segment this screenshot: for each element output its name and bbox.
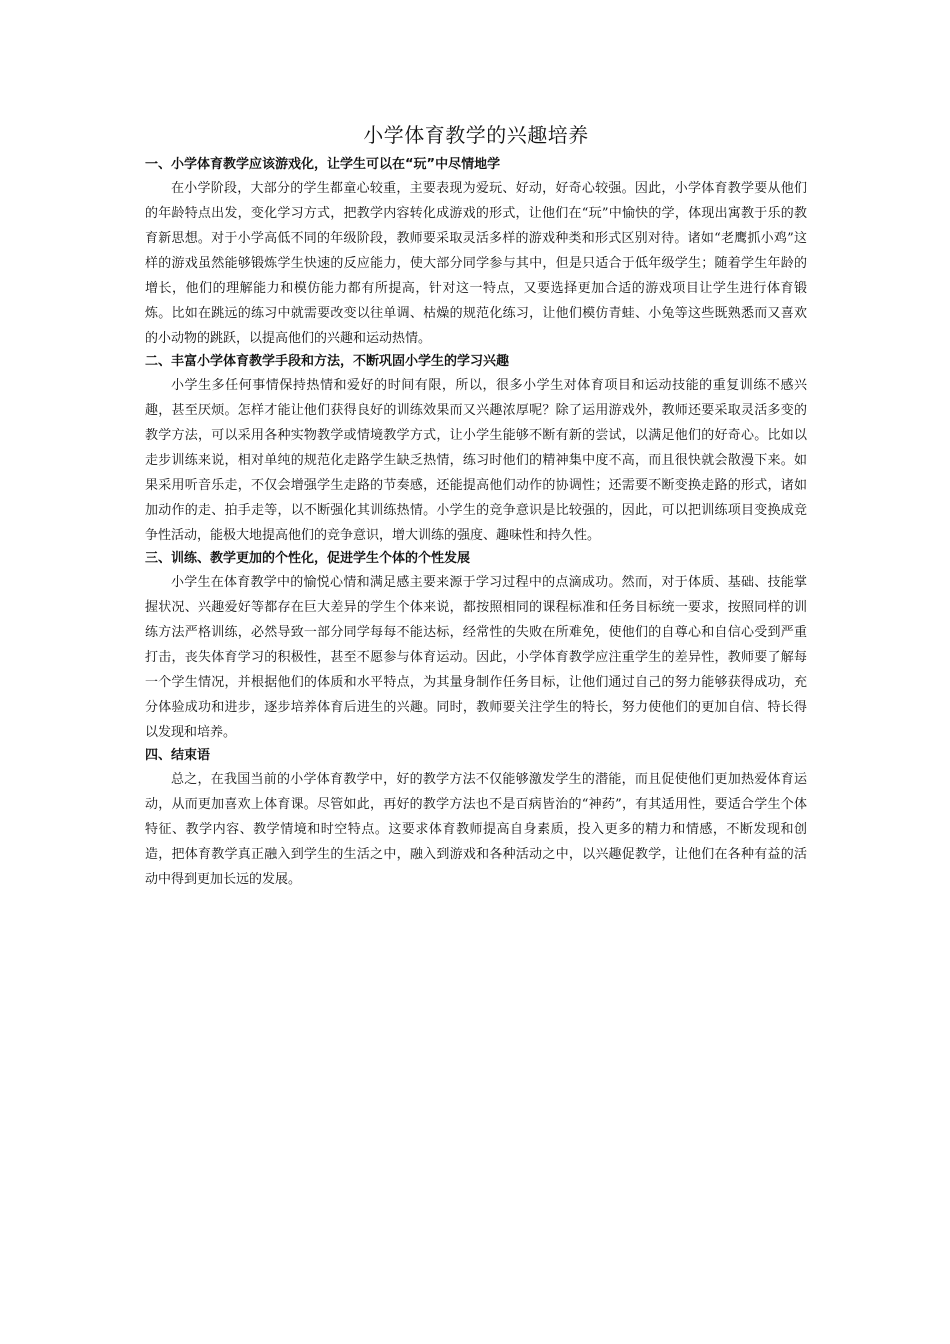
section-3 xyxy=(145,548,807,745)
section-4 xyxy=(145,745,807,892)
section-heading: 四、结束语 xyxy=(145,748,211,763)
section-paragraph: 小学生多任何事情保持热情和爱好的时间有限，所以，很多小学生对体育项目和运动技能的重复训练不感兴趣，甚至厌烦。怎样才能让他们获得良好的训练效果而又兴趣浓厚呢？除了运用游戏外，教师还要采取灵活多变的教学方法，可以采用各种实物教学或情境教学方式，让小学生能够不断有新的尝试，以满足他们的好奇心。比如以走步训练来说，相对单纯的规范化走路学生缺乏热情，练习时他们的精神集中度不高，而且很快就会散漫下来。如果采用听音乐走，不仅会增强学生走路的节奏感，还能提高他们动作的协调性；还需要不断变换走路的形式，诸如加动作的走、拍手走等，以不断强化其训练热情。小学生的竞争意识是比较强的，因此，可以把训练项目变换成竞争性活动，能极大地提高他们的竞争意识，增大训练的强度、趣味性和持久性。 xyxy=(145,378,807,543)
section-2 xyxy=(145,351,807,548)
section-heading: 三、训练、教学更加的个性化，促进学生个体的个性发展 xyxy=(145,551,471,566)
section-1 xyxy=(145,154,807,351)
document-page xyxy=(145,118,807,892)
section-heading: 一、小学体育教学应该游戏化，让学生可以在“玩”中尽情地学 xyxy=(145,157,501,172)
section-paragraph: 在小学阶段，大部分的学生都童心较重，主要表现为爱玩、好动，好奇心较强。因此，小学体育教学要从他们的年龄特点出发，变化学习方式，把教学内容转化成游戏的形式，让他们在“玩”中愉快的学，体现出寓教于乐的教育新思想。对于小学高低不同的年级阶段，教师要采取灵活多样的游戏种类和形式区别对待。诸如“老鹰抓小鸡”这样的游戏虽然能够锻炼学生快速的反应能力，使大部分同学参与其中，但是只适合于低年级学生；随着学生年龄的增长，他们的理解能力和模仿能力都有所提高，针对这一特点，又要选择更加合适的游戏项目让学生进行体育锻炼。比如在跳远的练习中就需要改变以往单调、枯燥的规范化练习，让他们模仿青蛙、小兔等这些既熟悉而又喜欢的小动物的跳跃，以提高他们的兴趣和运动热情。 xyxy=(145,181,807,346)
section-paragraph: 总之，在我国当前的小学体育教学中，好的教学方法不仅能够激发学生的潜能，而且促使他们更加热爱体育运动，从而更加喜欢上体育课。尽管如此，再好的教学方法也不是百病皆治的“神药”，有其适用性，要适合学生个体特征、教学内容、教学情境和时空特点。这要求体育教师提高自身素质，投入更多的精力和情感，不断发现和创造，把体育教学真正融入到学生的生活之中，融入到游戏和各种活动之中，以兴趣促教学，让他们在各种有益的活动中得到更加长远的发展。 xyxy=(145,772,807,887)
document-title: 小学体育教学的兴趣培养 xyxy=(363,123,589,147)
section-heading: 二、丰富小学体育教学手段和方法，不断巩固小学生的学习兴趣 xyxy=(145,354,510,369)
section-paragraph: 小学生在体育教学中的愉悦心情和满足感主要来源于学习过程中的点滴成功。然而，对于体质、基础、技能掌握状况、兴趣爱好等都存在巨大差异的学生个体来说，都按照相同的课程标准和任务目标统一要求，按照同样的训练方法严格训练，必然导致一部分同学每每不能达标，经常性的失败在所难免，使他们的自尊心和自信心受到严重打击，丧失体育学习的积极性，甚至不愿参与体育运动。因此，小学体育教学应注重学生的差异性，教师要了解每一个学生情况，并根据他们的体质和水平特点，为其量身制作任务目标，让他们通过自己的努力能够获得成功，充分体验成功和进步，逐步培养体育后进生的兴趣。同时，教师要关注学生的特长，努力使他们的更加自信、特长得以发现和培养。 xyxy=(145,575,807,740)
